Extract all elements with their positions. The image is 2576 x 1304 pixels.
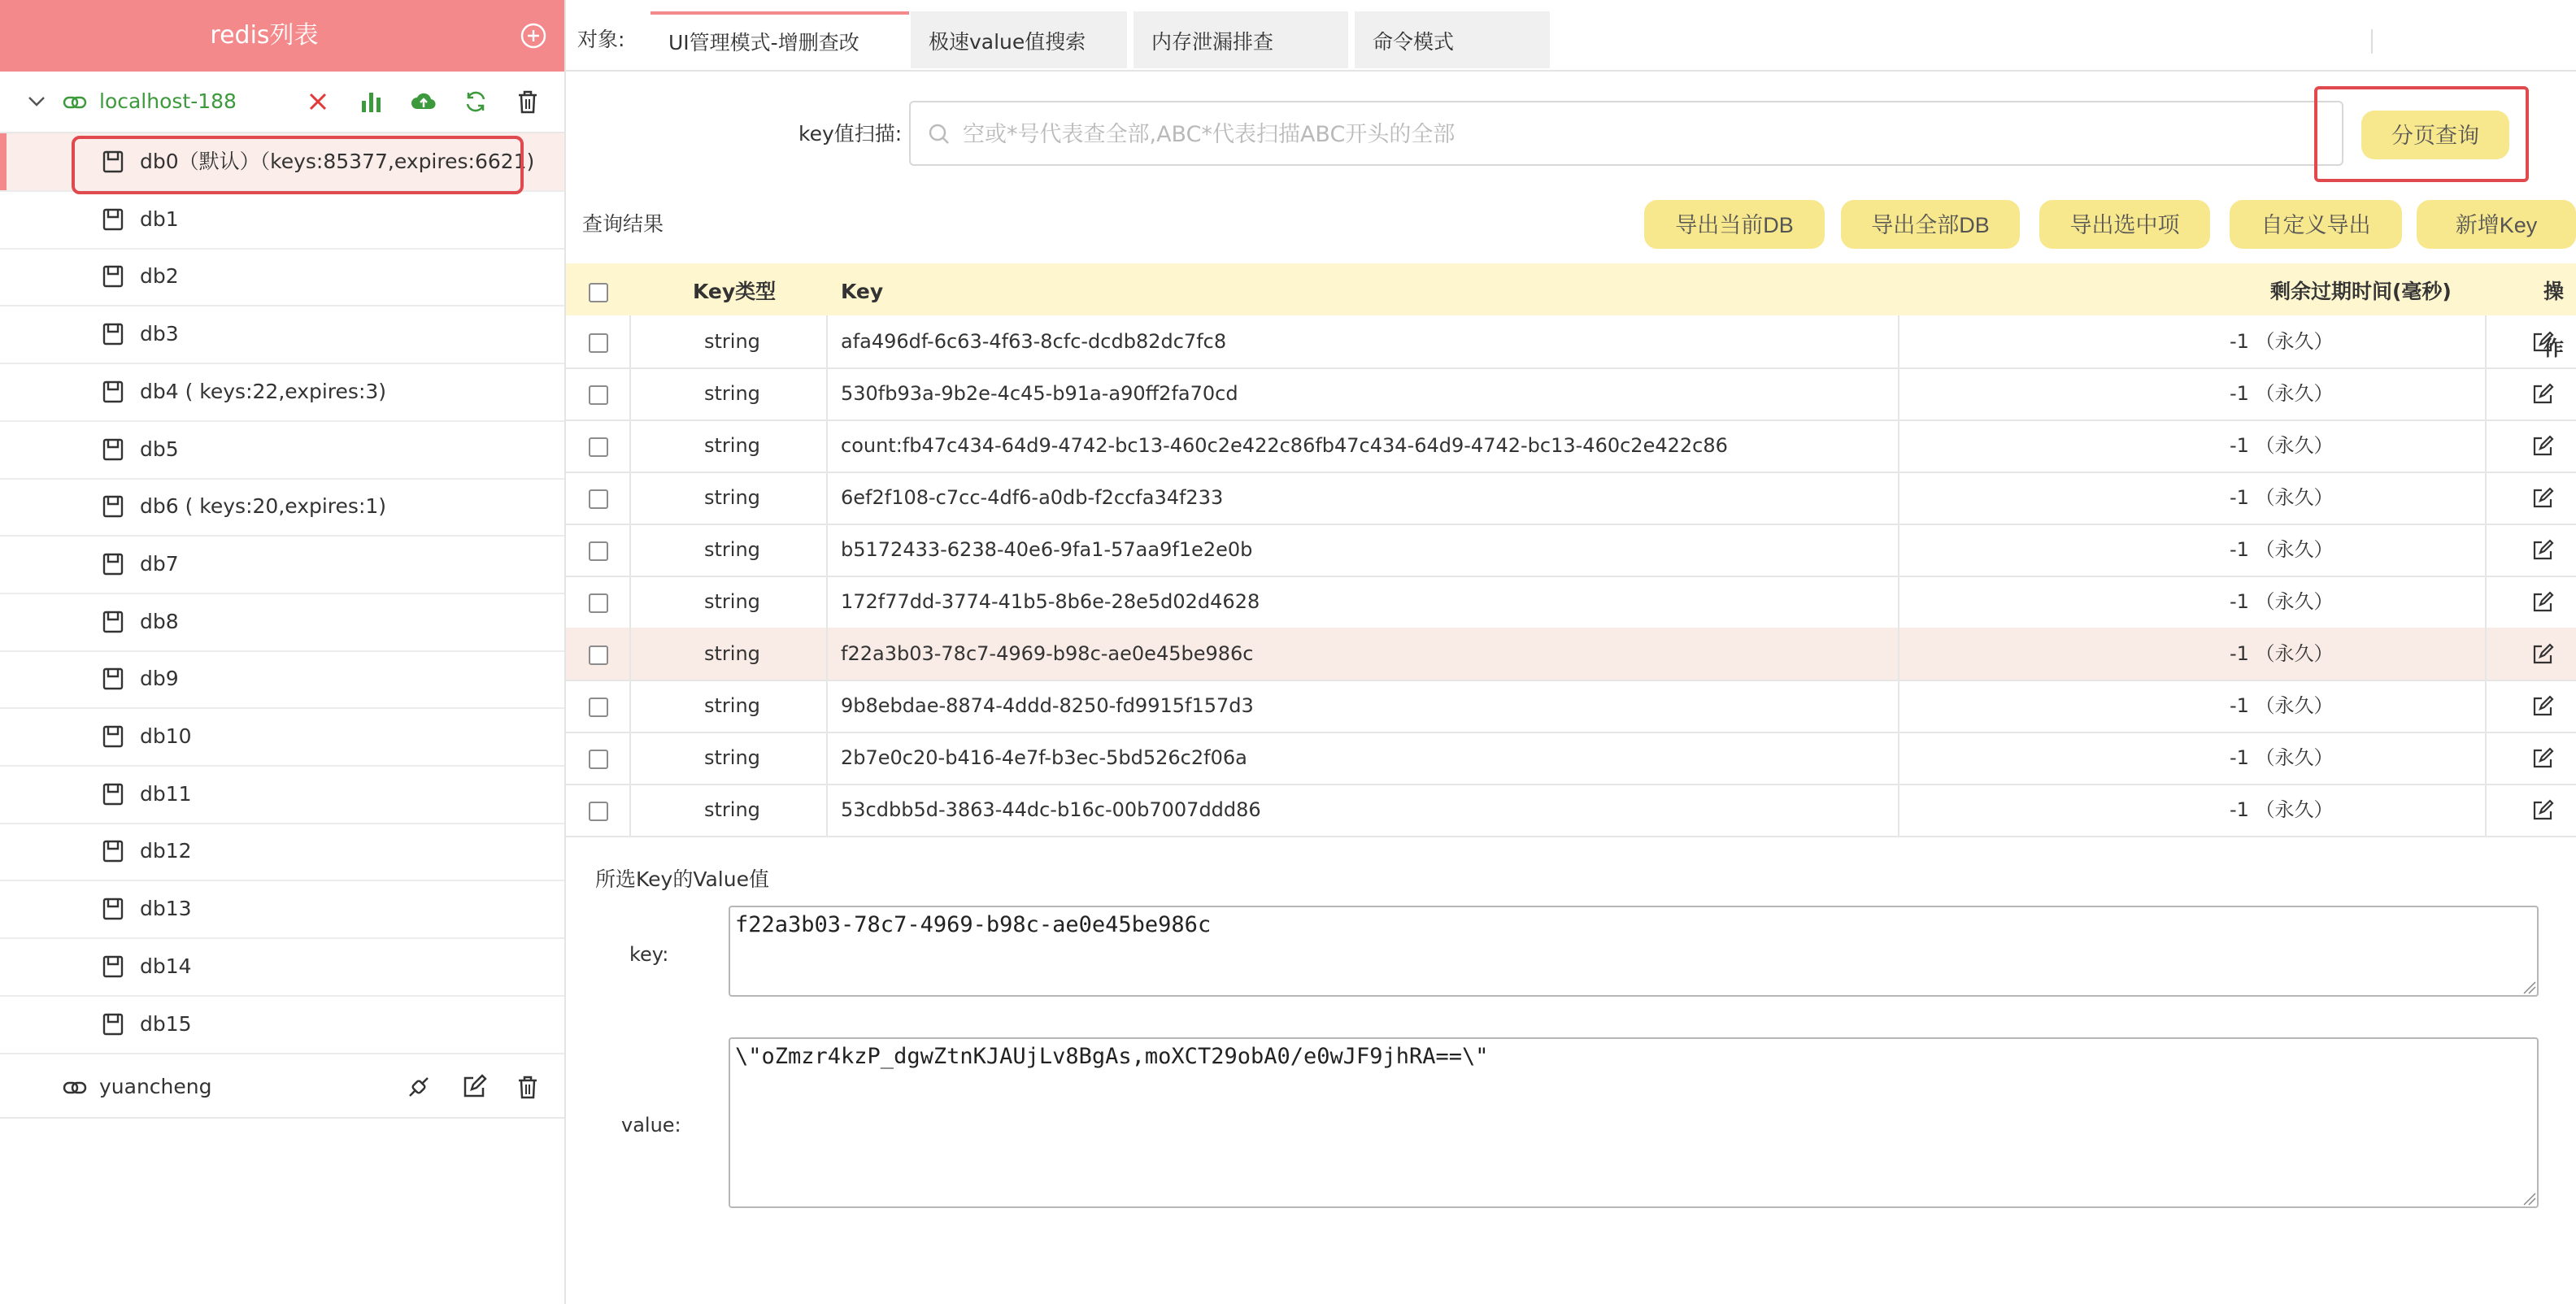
db-item[interactable] <box>0 650 564 709</box>
db-item-label: db13 <box>140 897 192 921</box>
db-item[interactable] <box>0 363 564 422</box>
link-icon <box>62 1075 88 1101</box>
bar-chart-icon[interactable] <box>358 88 385 115</box>
edit-icon[interactable] <box>2530 538 2555 563</box>
database-icon <box>102 840 124 863</box>
db-item[interactable] <box>0 248 564 306</box>
database-icon <box>102 955 124 978</box>
row-checkbox[interactable] <box>589 802 608 821</box>
edit-icon[interactable] <box>2530 590 2555 615</box>
cell-type: string <box>704 590 760 613</box>
db-item[interactable] <box>0 421 564 480</box>
export-current-db-button[interactable]: 导出当前DB <box>1644 200 1825 249</box>
row-checkbox[interactable] <box>589 541 608 561</box>
cell-ttl: -1 （永久） <box>2230 382 2334 405</box>
row-checkbox[interactable] <box>589 645 608 665</box>
database-icon <box>102 1013 124 1036</box>
column-divider <box>629 315 631 836</box>
table-row[interactable] <box>566 732 2576 785</box>
connection-localhost[interactable] <box>0 72 564 133</box>
db-item-label: db11 <box>140 781 192 806</box>
table-row[interactable] <box>566 472 2576 525</box>
cell-type: string <box>704 330 760 353</box>
database-icon <box>102 380 124 403</box>
cell-key: afa496df-6c63-4f63-8cfc-dcdb82dc7fc8 <box>841 330 1227 353</box>
db-item-label: db2 <box>140 264 179 289</box>
table-row[interactable] <box>566 576 2576 629</box>
cell-type: string <box>704 746 760 769</box>
cloud-upload-icon[interactable] <box>410 88 437 115</box>
cell-ttl: -1 （永久） <box>2230 486 2334 509</box>
cell-key: 6ef2f108-c7cc-4df6-a0db-f2ccfa34f233 <box>841 486 1224 509</box>
table-row[interactable] <box>566 315 2576 369</box>
table-row[interactable] <box>566 628 2576 681</box>
db-item-label: db3 <box>140 322 179 346</box>
row-checkbox[interactable] <box>589 593 608 613</box>
row-checkbox[interactable] <box>589 437 608 457</box>
resize-grip-icon[interactable] <box>2519 1189 2537 1206</box>
database-icon <box>102 495 124 518</box>
edit-icon[interactable] <box>2530 434 2555 459</box>
value-panel-title: 所选Key的Value值 <box>595 867 769 891</box>
row-checkbox[interactable] <box>589 385 608 405</box>
tab-command-mode[interactable]: 命令模式 <box>1355 11 1550 68</box>
db-item-label: db6 ( keys:20,expires:1) <box>140 494 387 519</box>
cell-ttl: -1 （永久） <box>2230 642 2334 665</box>
table-row[interactable] <box>566 524 2576 577</box>
tab-prefix-label: 对象: <box>577 28 625 51</box>
cell-key: b5172433-6238-40e6-9fa1-57aa9f1e2e0b <box>841 538 1253 561</box>
database-icon <box>102 725 124 748</box>
cell-ttl: -1 （永久） <box>2230 694 2334 717</box>
connection-name: localhost-188 <box>99 89 237 113</box>
db-item[interactable] <box>0 191 564 250</box>
db-item-label: db9 <box>140 667 179 691</box>
selected-db-highlight <box>72 136 524 194</box>
results-label: 查询结果 <box>582 212 664 236</box>
trash-icon[interactable] <box>514 1073 542 1101</box>
table-row[interactable] <box>566 680 2576 733</box>
connection-yuancheng[interactable] <box>0 1057 564 1119</box>
close-icon[interactable] <box>304 88 332 115</box>
cell-type: string <box>704 694 760 717</box>
refresh-icon[interactable] <box>462 88 490 115</box>
add-connection-icon[interactable] <box>520 23 546 49</box>
cell-key: count:fb47c434-64d9-4742-bc13-460c2e422c86fb47c434-64d9-4742-bc13-460c2e422c86 <box>841 434 1728 457</box>
row-checkbox[interactable] <box>589 750 608 769</box>
cell-type: string <box>704 642 760 665</box>
key-scan-label: key值扫描: <box>798 122 903 146</box>
database-icon <box>102 898 124 920</box>
sidebar <box>0 0 566 1304</box>
cell-key: 9b8ebdae-8874-4ddd-8250-fd9915f157d3 <box>841 694 1254 717</box>
edit-icon[interactable] <box>2530 694 2555 719</box>
db-item[interactable] <box>0 478 564 537</box>
db-item-label: db15 <box>140 1011 192 1036</box>
db-item[interactable] <box>0 938 564 997</box>
database-icon <box>102 438 124 461</box>
db-item[interactable] <box>0 306 564 364</box>
key-scan-field[interactable] <box>909 101 2343 166</box>
key-value-textarea[interactable] <box>729 906 2539 997</box>
cell-type: string <box>704 486 760 509</box>
tab-value-search[interactable]: 极速value值搜索 <box>911 11 1127 68</box>
cell-ttl: -1 （永久） <box>2230 538 2334 561</box>
key-field-label: key: <box>629 943 669 966</box>
cell-ttl: -1 （永久） <box>2230 590 2334 613</box>
db-item[interactable] <box>0 593 564 652</box>
trash-icon[interactable] <box>514 88 542 115</box>
page-query-button[interactable]: 分页查询 <box>2361 111 2509 159</box>
db-item[interactable] <box>0 823 564 881</box>
column-header-key: Key <box>841 280 884 303</box>
chevron-down-icon[interactable] <box>24 89 49 114</box>
db-item[interactable] <box>0 536 564 594</box>
db-item-label: db10 <box>140 724 192 748</box>
db-item-label: db12 <box>140 839 192 863</box>
cell-key: 172f77dd-3774-41b5-8b6e-28e5d02d4628 <box>841 590 1260 613</box>
column-divider <box>1898 315 1899 836</box>
db-item-label: db7 <box>140 551 179 576</box>
cell-key: 53cdbb5d-3863-44dc-b16c-00b7007ddd86 <box>841 798 1261 821</box>
edit-icon[interactable] <box>2530 486 2555 511</box>
db-item[interactable] <box>0 880 564 939</box>
row-checkbox[interactable] <box>589 698 608 717</box>
db-item-label: db4 ( keys:22,expires:3) <box>140 379 387 403</box>
database-icon <box>102 611 124 633</box>
database-icon <box>102 553 124 576</box>
column-header-ops: 操作 <box>2543 280 2565 360</box>
cell-key: 2b7e0c20-b416-4e7f-b3ec-5bd526c2f06a <box>841 746 1247 769</box>
cell-ttl: -1 （永久） <box>2230 746 2334 769</box>
table-row[interactable] <box>566 419 2576 473</box>
db-item-label: db8 <box>140 609 179 633</box>
export-selected-button[interactable]: 导出选中项 <box>2039 200 2210 249</box>
edit-icon[interactable] <box>2530 642 2555 667</box>
cell-ttl: -1 （永久） <box>2230 798 2334 821</box>
cell-key: f22a3b03-78c7-4969-b98c-ae0e45be986c <box>841 642 1254 665</box>
database-icon <box>102 208 124 231</box>
db-item-label: db14 <box>140 954 192 978</box>
db-item[interactable] <box>0 766 564 824</box>
key-scan-input[interactable] <box>961 112 2330 156</box>
sidebar-title: redis列表 <box>210 21 319 50</box>
connection-name: yuancheng <box>99 1075 212 1098</box>
tab-bar <box>566 10 2576 72</box>
tab-ui-manage[interactable]: UI管理模式-增删查改 <box>651 11 909 68</box>
db-item-label: db1 <box>140 206 179 231</box>
link-icon <box>62 89 88 115</box>
cell-type: string <box>704 538 760 561</box>
edit-icon[interactable] <box>460 1073 488 1101</box>
edit-icon[interactable] <box>2530 798 2555 823</box>
sidebar-header <box>0 0 564 72</box>
cell-ttl: -1 （永久） <box>2230 330 2334 353</box>
column-divider <box>826 315 828 836</box>
db-item[interactable] <box>0 708 564 767</box>
table-row[interactable] <box>566 367 2576 421</box>
edit-icon[interactable] <box>2530 330 2555 354</box>
resize-grip-icon[interactable] <box>2519 977 2537 995</box>
disconnect-icon[interactable] <box>405 1073 433 1101</box>
main-panel <box>566 0 2576 1304</box>
database-icon <box>102 265 124 288</box>
custom-export-button[interactable]: 自定义导出 <box>2230 200 2402 249</box>
db-item-label: db0（默认）（keys:85377,expires:6621) <box>140 150 535 173</box>
add-key-button[interactable]: 新增Key <box>2417 200 2576 249</box>
db-item[interactable] <box>0 996 564 1054</box>
column-header-ttl: 剩余过期时间(毫秒) <box>2270 280 2452 303</box>
export-all-db-button[interactable]: 导出全部DB <box>1841 200 2020 249</box>
cell-ttl: -1 （永久） <box>2230 434 2334 457</box>
row-checkbox[interactable] <box>589 489 608 509</box>
row-checkbox[interactable] <box>589 333 608 353</box>
search-icon <box>927 122 951 146</box>
cell-type: string <box>704 382 760 405</box>
column-header-type: Key类型 <box>693 280 777 303</box>
cell-key: 530fb93a-9b2e-4c45-b91a-a90ff2fa70cd <box>841 382 1238 405</box>
value-field-label: value: <box>621 1114 681 1137</box>
database-icon <box>102 783 124 806</box>
select-all-checkbox[interactable] <box>589 283 608 302</box>
column-divider <box>2485 315 2487 836</box>
value-textarea[interactable] <box>729 1037 2539 1208</box>
db-item-label: db5 <box>140 437 179 461</box>
database-icon <box>102 323 124 346</box>
edit-icon[interactable] <box>2530 382 2555 406</box>
cell-type: string <box>704 798 760 821</box>
edit-icon[interactable] <box>2530 746 2555 771</box>
tab-memory-leak[interactable]: 内存泄漏排查 <box>1134 11 1348 68</box>
table-row[interactable] <box>566 784 2576 837</box>
tab-divider <box>2371 29 2373 54</box>
cell-type: string <box>704 434 760 457</box>
database-icon <box>102 667 124 690</box>
